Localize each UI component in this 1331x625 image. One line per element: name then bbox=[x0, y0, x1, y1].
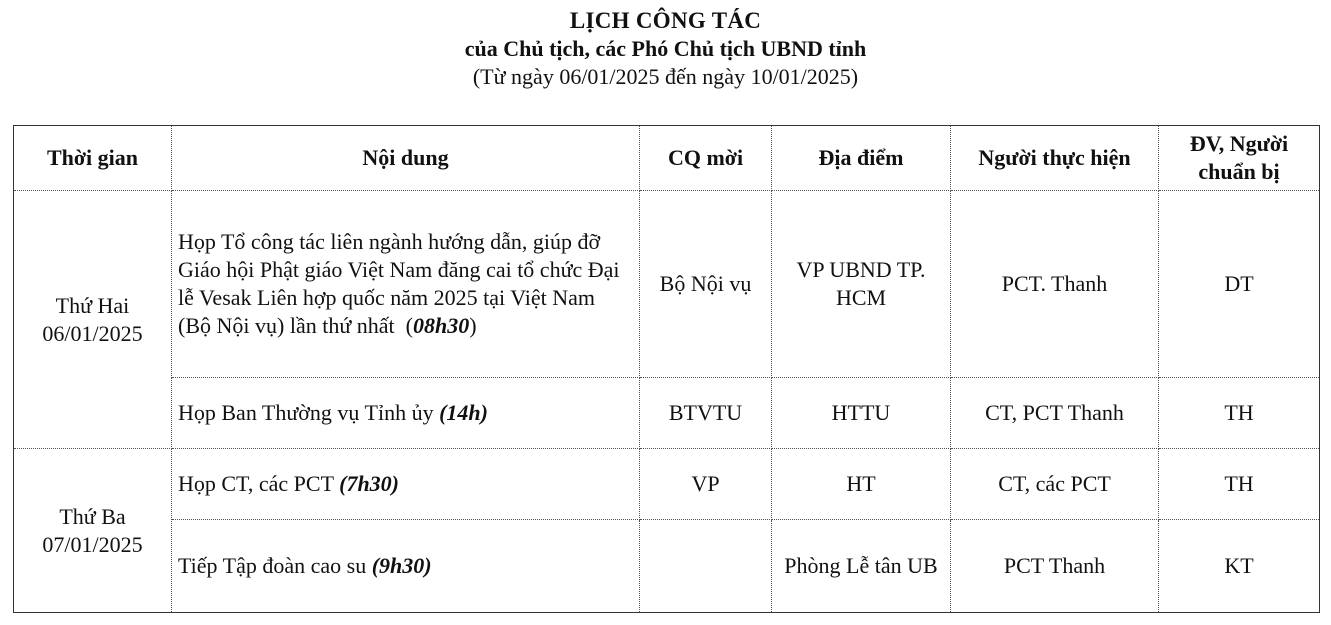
column-header-location: Địa điểm bbox=[772, 126, 951, 191]
content-cell bbox=[172, 520, 640, 613]
meeting-time: 08h30 bbox=[412, 313, 470, 338]
performer-cell: PCT. Thanh bbox=[951, 191, 1159, 378]
column-header-inviter: CQ mời bbox=[640, 126, 772, 191]
content-text: Họp Tổ công tác liên ngành hướng dẫn, giúp đỡ Giáo hội Phật giáo Việt Nam đăng cai tổ chức Đại lễ Vesak Liên hợp quốc năm 2025 tại Việt Nam (Bộ Nội vụ) lần thứ nhất bbox=[178, 229, 620, 338]
meeting-time: (9h30) bbox=[371, 553, 432, 578]
location-cell: VP UBND TP. HCM bbox=[772, 191, 951, 378]
inviter-cell: Bộ Nội vụ bbox=[640, 191, 772, 378]
table-row bbox=[14, 378, 1320, 449]
preparer-cell: TH bbox=[1159, 378, 1320, 449]
day-cell bbox=[14, 449, 172, 613]
content-text: Họp Ban Thường vụ Tỉnh ủy bbox=[178, 400, 434, 425]
document-header bbox=[0, 6, 1331, 91]
performer-cell: PCT Thanh bbox=[951, 520, 1159, 613]
day-date: 06/01/2025 bbox=[42, 320, 143, 346]
content-cell bbox=[172, 449, 640, 520]
day-cell bbox=[14, 191, 172, 449]
date-range: (Từ ngày 06/01/2025 đến ngày 10/01/2025) bbox=[472, 64, 859, 89]
meeting-time: (14h) bbox=[439, 400, 488, 425]
schedule-table bbox=[13, 125, 1320, 613]
location-cell: Phòng Lễ tân UB bbox=[772, 520, 951, 613]
content-text: Họp CT, các PCT bbox=[178, 471, 334, 496]
table-row bbox=[14, 191, 1320, 378]
column-header-time: Thời gian bbox=[14, 126, 172, 191]
column-header-preparer: ĐV, Người chuẩn bị bbox=[1159, 126, 1320, 191]
day-weekday: Thứ Hai bbox=[55, 292, 130, 318]
inviter-cell bbox=[640, 520, 772, 613]
table-row bbox=[14, 449, 1320, 520]
inviter-cell: BTVTU bbox=[640, 378, 772, 449]
column-header-performer: Người thực hiện bbox=[951, 126, 1159, 191]
meeting-time: (7h30) bbox=[339, 471, 400, 496]
content-text: Tiếp Tập đoàn cao su bbox=[178, 553, 367, 578]
day-date: 07/01/2025 bbox=[42, 531, 143, 557]
location-cell: HT bbox=[772, 449, 951, 520]
performer-cell: CT, các PCT bbox=[951, 449, 1159, 520]
performer-cell: CT, PCT Thanh bbox=[951, 378, 1159, 449]
document-subtitle: của Chủ tịch, các Phó Chủ tịch UBND tỉnh bbox=[464, 36, 867, 61]
preparer-cell: DT bbox=[1159, 191, 1320, 378]
column-header-content: Nội dung bbox=[172, 126, 640, 191]
location-cell: HTTU bbox=[772, 378, 951, 449]
preparer-cell: KT bbox=[1159, 520, 1320, 613]
table-row bbox=[14, 520, 1320, 613]
content-cell bbox=[172, 378, 640, 449]
inviter-cell: VP bbox=[640, 449, 772, 520]
document-title: LỊCH CÔNG TÁC bbox=[569, 8, 762, 33]
table-header-row bbox=[14, 126, 1320, 191]
content-cell: Họp Tổ công tác liên ngành hướng dẫn, giúp đỡ Giáo hội Phật giáo Việt Nam đăng cai tổ chức Đại lễ Vesak Liên hợp quốc năm 2025 tại Việt Nam (Bộ Nội vụ) lần thứ nhất (08h30) bbox=[172, 191, 640, 378]
preparer-cell: TH bbox=[1159, 449, 1320, 520]
day-weekday: Thứ Ba bbox=[59, 503, 126, 529]
